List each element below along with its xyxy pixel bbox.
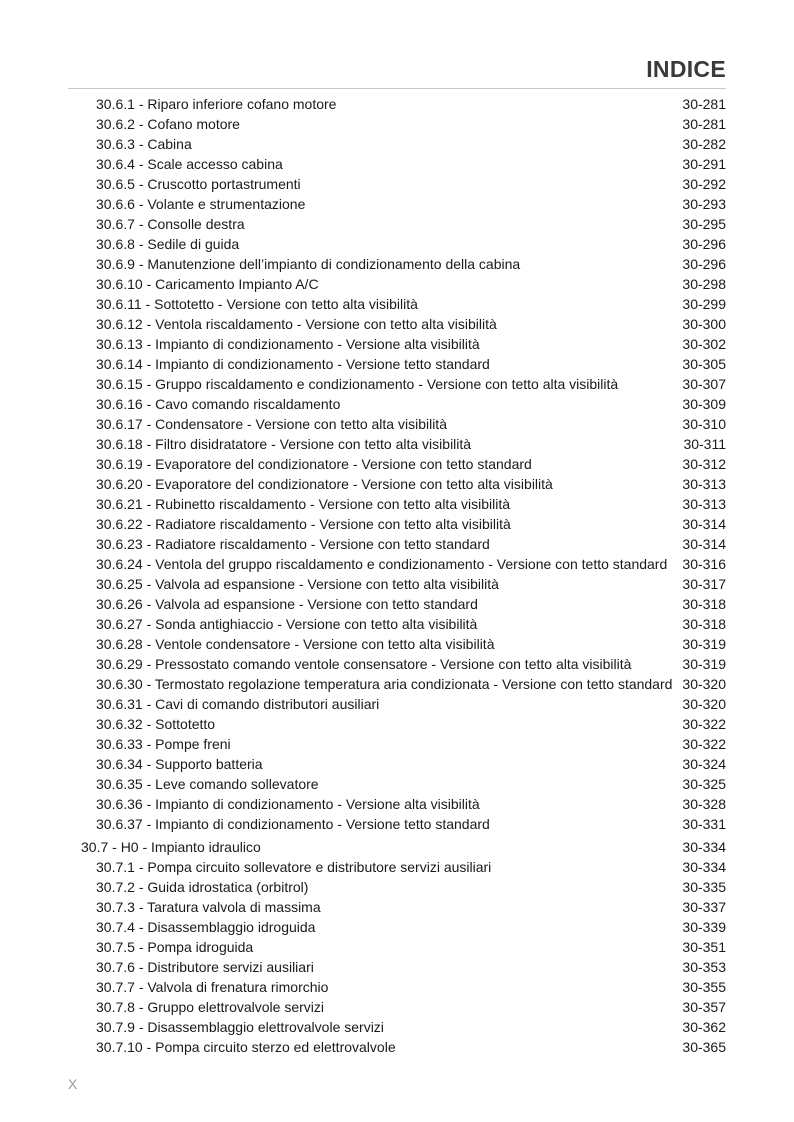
toc-entry[interactable]: [0, 194, 794, 214]
toc-entry[interactable]: [0, 254, 794, 274]
toc-entry-page: 30-318: [682, 616, 726, 632]
toc-entry-page: 30-365: [682, 1039, 726, 1055]
toc-entry-page: 30-351: [682, 939, 726, 955]
toc-entry-label: 30.7.5 - Pompa idroguida: [96, 939, 254, 955]
toc-entry-label: 30.6.1 - Riparo inferiore cofano motore: [96, 96, 337, 112]
toc-entry-label: 30.6.28 - Ventole condensatore - Versione con tetto alta visibilità: [96, 636, 495, 652]
toc-entry[interactable]: [0, 94, 794, 114]
toc-entry[interactable]: [0, 997, 794, 1017]
toc-entry-label: 30.7.9 - Disassemblaggio elettrovalvole servizi: [96, 1019, 384, 1035]
toc-entry[interactable]: [0, 634, 794, 654]
toc-entry-label: 30.6.6 - Volante e strumentazione: [96, 196, 306, 212]
toc-entry[interactable]: [0, 434, 794, 454]
toc-entry-label: 30.6.24 - Ventola del gruppo riscaldamento e condizionamento - Versione con tetto standard: [96, 556, 668, 572]
toc-entry[interactable]: [0, 654, 794, 674]
toc-entry-page: 30-357: [682, 999, 726, 1015]
toc-entry[interactable]: [0, 354, 794, 374]
toc-entry-page: 30-281: [682, 116, 726, 132]
header-divider: [68, 88, 726, 89]
toc-entry-page: 30-311: [683, 436, 726, 452]
toc-entry[interactable]: [0, 274, 794, 294]
toc-entry-label: 30.6.33 - Pompe freni: [96, 736, 231, 752]
toc-entry[interactable]: [0, 114, 794, 134]
toc-entry[interactable]: [0, 614, 794, 634]
toc-entry-page: 30-313: [682, 476, 726, 492]
toc-entry-label: 30.6.23 - Radiatore riscaldamento - Versione con tetto standard: [96, 536, 490, 552]
toc-entry-page: 30-319: [682, 656, 726, 672]
toc-entry[interactable]: [0, 734, 794, 754]
toc-entry-page: 30-317: [682, 576, 726, 592]
toc-entry-page: 30-322: [682, 736, 726, 752]
toc-entry-page: 30-355: [682, 979, 726, 995]
toc-entry[interactable]: [0, 1037, 794, 1057]
toc-entry[interactable]: [0, 494, 794, 514]
toc-section-label: 30.7 - H0 - Impianto idraulico: [81, 839, 261, 855]
toc-entry-page: 30-335: [682, 879, 726, 895]
toc-entry-label: 30.6.15 - Gruppo riscaldamento e condizionamento - Versione con tetto alta visibilità: [96, 376, 619, 392]
toc-entry[interactable]: [0, 754, 794, 774]
toc-entry-page: 30-362: [682, 1019, 726, 1035]
toc-entry-label: 30.7.2 - Guida idrostatica (orbitrol): [96, 879, 309, 895]
toc-entry[interactable]: [0, 714, 794, 734]
toc-entry-page: 30-282: [682, 136, 726, 152]
toc-entry-page: 30-331: [682, 816, 726, 832]
toc-entry[interactable]: [0, 977, 794, 997]
toc-entry-label: 30.6.26 - Valvola ad espansione - Versione con tetto standard: [96, 596, 478, 612]
toc-entry[interactable]: [0, 174, 794, 194]
toc-entry-label: 30.6.21 - Rubinetto riscaldamento - Versione con tetto alta visibilità: [96, 496, 511, 512]
toc-entry-page: 30-319: [682, 636, 726, 652]
toc-entry[interactable]: [0, 314, 794, 334]
toc-entry-label: 30.7.3 - Taratura valvola di massima: [96, 899, 321, 915]
toc-entry-page: 30-353: [682, 959, 726, 975]
toc-entry-label: 30.6.32 - Sottotetto: [96, 716, 216, 732]
toc-group-30-6: [0, 94, 794, 834]
toc-entry[interactable]: [0, 554, 794, 574]
toc-entry-label: 30.6.29 - Pressostato comando ventole consensatore - Versione con tetto alta visibilità: [96, 656, 632, 672]
toc-entry[interactable]: [0, 474, 794, 494]
toc-entry-label: 30.6.11 - Sottotetto - Versione con tetto alta visibilità: [96, 296, 418, 312]
toc-entry[interactable]: [0, 154, 794, 174]
toc-entry-page: 30-305: [682, 356, 726, 372]
toc-entry[interactable]: [0, 574, 794, 594]
toc-entry-page: 30-293: [682, 196, 726, 212]
toc-entry-label: 30.6.13 - Impianto di condizionamento - Versione alta visibilità: [96, 336, 480, 352]
toc-entry-page: 30-296: [682, 256, 726, 272]
toc-entry-label: 30.6.4 - Scale accesso cabina: [96, 156, 283, 172]
toc-entry-label: 30.6.25 - Valvola ad espansione - Versione con tetto alta visibilità: [96, 576, 499, 592]
toc-entry-page: 30-314: [682, 536, 726, 552]
toc-entry-label: 30.6.19 - Evaporatore del condizionatore - Versione con tetto standard: [96, 456, 532, 472]
toc-entry[interactable]: [0, 1017, 794, 1037]
toc-entry-page: 30-295: [682, 216, 726, 232]
toc-entry[interactable]: [0, 454, 794, 474]
toc-entry[interactable]: [0, 394, 794, 414]
toc-entry-label: 30.6.7 - Consolle destra: [96, 216, 245, 232]
toc-entry-label: 30.7.4 - Disassemblaggio idroguida: [96, 919, 316, 935]
toc-entry[interactable]: [0, 294, 794, 314]
toc-entry-page: 30-296: [682, 236, 726, 252]
toc-entry-page: 30-299: [682, 296, 726, 312]
toc-entry[interactable]: [0, 414, 794, 434]
toc-entry-label: 30.6.3 - Cabina: [96, 136, 192, 152]
toc-entry-label: 30.6.37 - Impianto di condizionamento - Versione tetto standard: [96, 816, 490, 832]
toc-entry-label: 30.6.10 - Caricamento Impianto A/C: [96, 276, 319, 292]
toc-entry-page: 30-328: [682, 796, 726, 812]
toc-entry-label: 30.6.36 - Impianto di condizionamento - Versione alta visibilità: [96, 796, 480, 812]
toc-entry[interactable]: [0, 857, 794, 877]
toc-entry-page: 30-325: [682, 776, 726, 792]
toc-entry-page: 30-313: [682, 496, 726, 512]
toc-entry-page: 30-281: [682, 96, 726, 112]
toc-section-row[interactable]: [0, 837, 794, 857]
toc-entry-page: 30-298: [682, 276, 726, 292]
toc-entry[interactable]: [0, 877, 794, 897]
toc-entry[interactable]: [0, 534, 794, 554]
toc-entry-label: 30.6.30 - Termostato regolazione temperatura aria condizionata - Versione con tetto standard: [96, 676, 673, 692]
toc-entry[interactable]: [0, 774, 794, 794]
toc-entry-page: 30-339: [682, 919, 726, 935]
toc-entry[interactable]: [0, 594, 794, 614]
toc-entry-label: 30.6.31 - Cavi di comando distributori ausiliari: [96, 696, 380, 712]
toc-entry-page: 30-320: [682, 676, 726, 692]
toc-entry-label: 30.6.35 - Leve comando sollevatore: [96, 776, 319, 792]
toc-entry-label: 30.6.34 - Supporto batteria: [96, 756, 263, 772]
toc-entry[interactable]: [0, 674, 794, 694]
toc-section-page: 30-334: [682, 839, 726, 855]
toc-entry-page: 30-318: [682, 596, 726, 612]
toc-entry[interactable]: [0, 374, 794, 394]
toc-entry-label: 30.6.14 - Impianto di condizionamento - Versione tetto standard: [96, 356, 490, 372]
page-number: X: [68, 1076, 78, 1092]
toc-entry[interactable]: [0, 794, 794, 814]
toc-entry[interactable]: [0, 214, 794, 234]
toc-entry-label: 30.6.16 - Cavo comando riscaldamento: [96, 396, 341, 412]
toc-entry[interactable]: [0, 694, 794, 714]
toc-entry-page: 30-320: [682, 696, 726, 712]
toc-entry-page: 30-291: [682, 156, 726, 172]
toc-entry-page: 30-307: [682, 376, 726, 392]
toc-entry-label: 30.6.20 - Evaporatore del condizionatore - Versione con tetto alta visibilità: [96, 476, 553, 492]
toc-entry-page: 30-312: [682, 456, 726, 472]
toc-entry-label: 30.7.7 - Valvola di frenatura rimorchio: [96, 979, 329, 995]
toc-entry-label: 30.7.6 - Distributore servizi ausiliari: [96, 959, 314, 975]
toc-entry-label: 30.6.18 - Filtro disidratatore - Versione con tetto alta visibilità: [96, 436, 472, 452]
toc-entry-page: 30-310: [682, 416, 726, 432]
toc-entry-label: 30.6.17 - Condensatore - Versione con tetto alta visibilità: [96, 416, 447, 432]
toc-entry-page: 30-322: [682, 716, 726, 732]
toc-entry-label: 30.6.22 - Radiatore riscaldamento - Versione con tetto alta visibilità: [96, 516, 511, 532]
page-title: INDICE: [646, 56, 726, 82]
toc-entry-page: 30-337: [682, 899, 726, 915]
toc-entry-label: 30.6.5 - Cruscotto portastrumenti: [96, 176, 301, 192]
toc-entry-page: 30-302: [682, 336, 726, 352]
toc-entry[interactable]: [0, 897, 794, 917]
toc-entry-page: 30-292: [682, 176, 726, 192]
toc-entry[interactable]: [0, 514, 794, 534]
toc-entry-page: 30-309: [682, 396, 726, 412]
toc-entry-page: 30-324: [682, 756, 726, 772]
toc-group-30-7: [0, 857, 794, 1057]
toc-entry[interactable]: [0, 234, 794, 254]
toc-entry[interactable]: [0, 134, 794, 154]
toc-entry-label: 30.6.8 - Sedile di guida: [96, 236, 240, 252]
toc-entry-label: 30.7.1 - Pompa circuito sollevatore e distributore servizi ausiliari: [96, 859, 492, 875]
toc-entry-page: 30-300: [682, 316, 726, 332]
toc-entry[interactable]: [0, 917, 794, 937]
toc-entry-label: 30.6.27 - Sonda antighiaccio - Versione con tetto alta visibilità: [96, 616, 478, 632]
toc-entry[interactable]: [0, 334, 794, 354]
toc-section-30-7: [0, 837, 794, 857]
toc-entry-label: 30.6.9 - Manutenzione dell’impianto di condizionamento della cabina: [96, 256, 521, 272]
toc-entry[interactable]: [0, 957, 794, 977]
toc-entry-page: 30-334: [682, 859, 726, 875]
toc-entry[interactable]: [0, 814, 794, 834]
toc-entry-label: 30.7.10 - Pompa circuito sterzo ed elettrovalvole: [96, 1039, 396, 1055]
toc-entry-label: 30.7.8 - Gruppo elettrovalvole servizi: [96, 999, 324, 1015]
toc-entry[interactable]: [0, 937, 794, 957]
toc-entry-page: 30-314: [682, 516, 726, 532]
toc-entry-label: 30.6.2 - Cofano motore: [96, 116, 240, 132]
toc-entry-label: 30.6.12 - Ventola riscaldamento - Versione con tetto alta visibilità: [96, 316, 497, 332]
toc-entry-page: 30-316: [682, 556, 726, 572]
